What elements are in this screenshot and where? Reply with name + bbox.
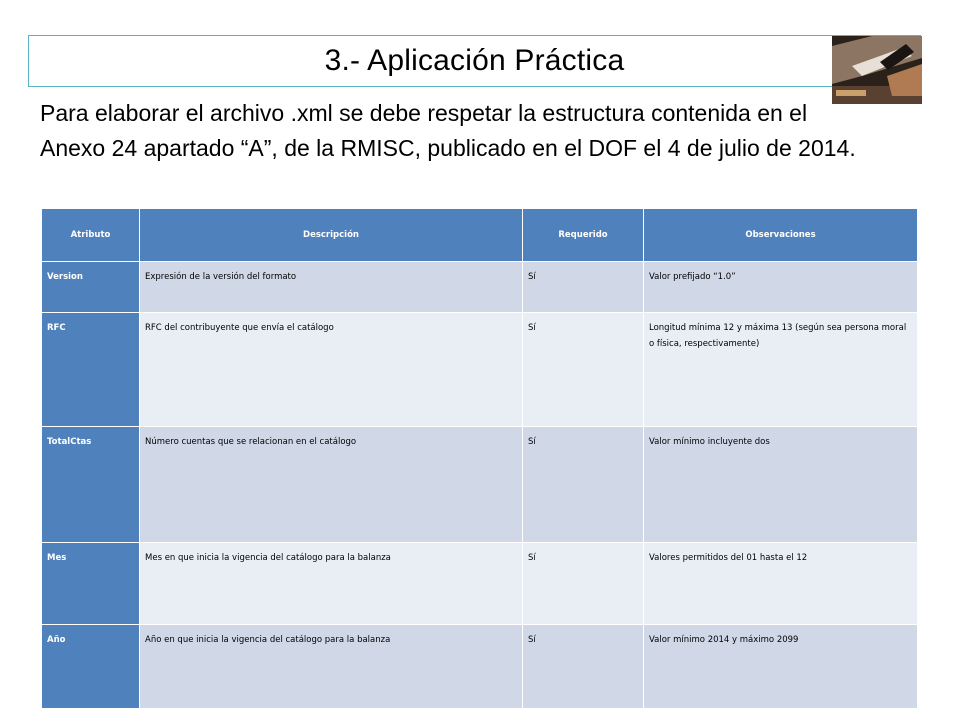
cell-atributo: Mes (42, 543, 140, 625)
cell-requerido: Sí (523, 543, 644, 625)
cell-requerido: Sí (523, 625, 644, 709)
table-row (42, 543, 918, 625)
cell-atributo: Año (42, 625, 140, 709)
cell-requerido: Sí (523, 313, 644, 427)
intro-paragraph: Para elaborar el archivo .xml se debe respetar la estructura contenida en el Anexo 24 apartado “A”, de la RMISC, publicado en el DOF el 4 de julio de 2014. (40, 100, 856, 161)
cell-atributo: RFC (42, 313, 140, 427)
table-row (42, 262, 918, 313)
cell-descripcion: Año en que inicia la vigencia del catálogo para la balanza (140, 625, 523, 709)
cell-observaciones: Valor mínimo 2014 y máximo 2099 (644, 625, 918, 709)
cell-descripcion: Mes en que inicia la vigencia del catálogo para la balanza (140, 543, 523, 625)
cell-observaciones: Valores permitidos del 01 hasta el 12 (644, 543, 918, 625)
table-header-row (42, 209, 918, 262)
gavel-photo-image (832, 36, 922, 104)
cell-descripcion: Expresión de la versión del formato (140, 262, 523, 313)
cell-requerido: Sí (523, 262, 644, 313)
header-requerido: Requerido (523, 209, 644, 262)
table-row (42, 313, 918, 427)
cell-descripcion: Número cuentas que se relacionan en el catálogo (140, 427, 523, 543)
attributes-table (41, 208, 918, 709)
cell-observaciones: Longitud mínima 12 y máxima 13 (según sea persona moral o física, respectivamente) (644, 313, 918, 427)
header-atributo: Atributo (42, 209, 140, 262)
cell-observaciones: Valor prefijado “1.0” (644, 262, 918, 313)
cell-descripcion: RFC del contribuyente que envía el catálogo (140, 313, 523, 427)
slide-title: 3.- Aplicación Práctica (324, 44, 625, 77)
slide-title-box (28, 35, 921, 87)
header-observaciones: Observaciones (644, 209, 918, 262)
header-descripcion: Descripción (140, 209, 523, 262)
cell-atributo: TotalCtas (42, 427, 140, 543)
cell-requerido: Sí (523, 427, 644, 543)
cell-atributo: Version (42, 262, 140, 313)
cell-observaciones: Valor mínimo incluyente dos (644, 427, 918, 543)
table-row (42, 427, 918, 543)
table-row (42, 625, 918, 709)
